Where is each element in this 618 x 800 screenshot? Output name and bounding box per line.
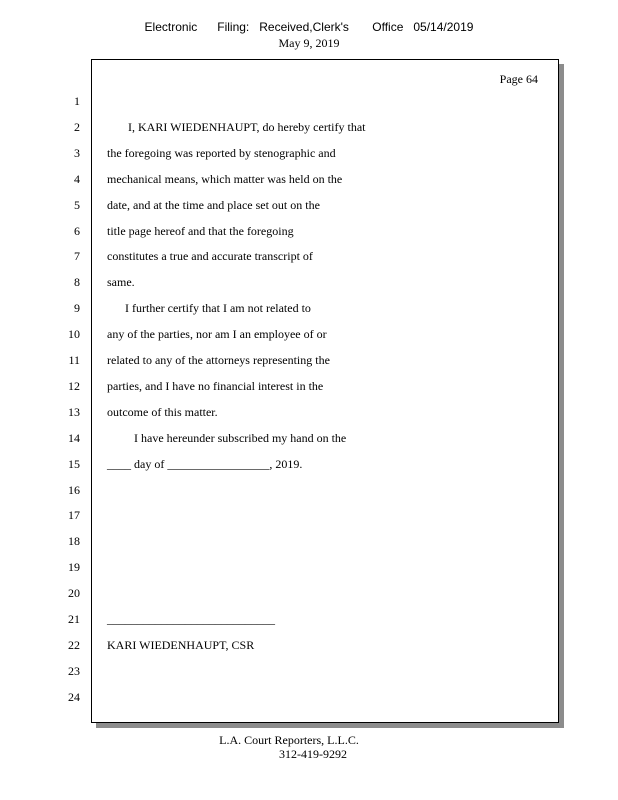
line-text: title page hereof and that the foregoing bbox=[107, 224, 294, 238]
line-number: 21 bbox=[68, 612, 80, 626]
line-number: 16 bbox=[68, 483, 80, 497]
line-number: 18 bbox=[68, 534, 80, 548]
electronic-filing-stamp: Electronic Filing: Received,Clerk's Office 05/14/2019 bbox=[144, 20, 474, 34]
line-number: 15 bbox=[68, 457, 80, 471]
line-text: the foregoing was reported by stenographic and bbox=[107, 146, 336, 160]
footer-phone: 312-419-9292 bbox=[279, 747, 347, 761]
line-number: 3 bbox=[74, 146, 80, 160]
line-text: same. bbox=[107, 275, 135, 289]
line-number: 20 bbox=[68, 586, 80, 600]
line-text: parties, and I have no financial interest in the bbox=[107, 379, 324, 393]
line-text: outcome of this matter. bbox=[107, 405, 218, 419]
line-text: related to any of the attorneys representing the bbox=[107, 353, 330, 367]
line-number: 23 bbox=[68, 664, 80, 678]
line-text: I have hereunder subscribed my hand on the bbox=[107, 431, 347, 445]
line-text: ____________________________ bbox=[107, 612, 275, 626]
line-number: 10 bbox=[68, 327, 80, 341]
line-number: 7 bbox=[74, 249, 80, 263]
line-number: 24 bbox=[68, 690, 80, 704]
line-text: I, KARI WIEDENHAUPT, do hereby certify that bbox=[107, 120, 366, 134]
header-date: May 9, 2019 bbox=[278, 36, 340, 50]
line-text: date, and at the time and place set out on the bbox=[107, 198, 320, 212]
line-number: 11 bbox=[68, 353, 80, 367]
line-number: 6 bbox=[74, 224, 80, 238]
line-text: ____ day of _________________, 2019. bbox=[107, 457, 303, 471]
line-number: 12 bbox=[68, 379, 80, 393]
line-number: 4 bbox=[74, 172, 80, 186]
line-number: 22 bbox=[68, 638, 80, 652]
page-number: Page 64 bbox=[499, 72, 538, 86]
line-number: 19 bbox=[68, 560, 80, 574]
line-text: I further certify that I am not related to bbox=[107, 301, 311, 315]
line-number: 14 bbox=[68, 431, 80, 445]
line-text: KARI WIEDENHAUPT, CSR bbox=[107, 638, 255, 652]
footer-company: L.A. Court Reporters, L.L.C. bbox=[219, 733, 359, 747]
line-number: 9 bbox=[74, 301, 80, 315]
line-text: constitutes a true and accurate transcript of bbox=[107, 249, 313, 263]
line-number: 17 bbox=[68, 508, 80, 522]
line-text: mechanical means, which matter was held on the bbox=[107, 172, 343, 186]
line-number: 1 bbox=[74, 94, 80, 108]
line-number: 5 bbox=[74, 198, 80, 212]
line-text: any of the parties, nor am I an employee of or bbox=[107, 327, 327, 341]
line-number: 8 bbox=[74, 275, 80, 289]
line-number: 13 bbox=[68, 405, 80, 419]
line-number: 2 bbox=[74, 120, 80, 134]
